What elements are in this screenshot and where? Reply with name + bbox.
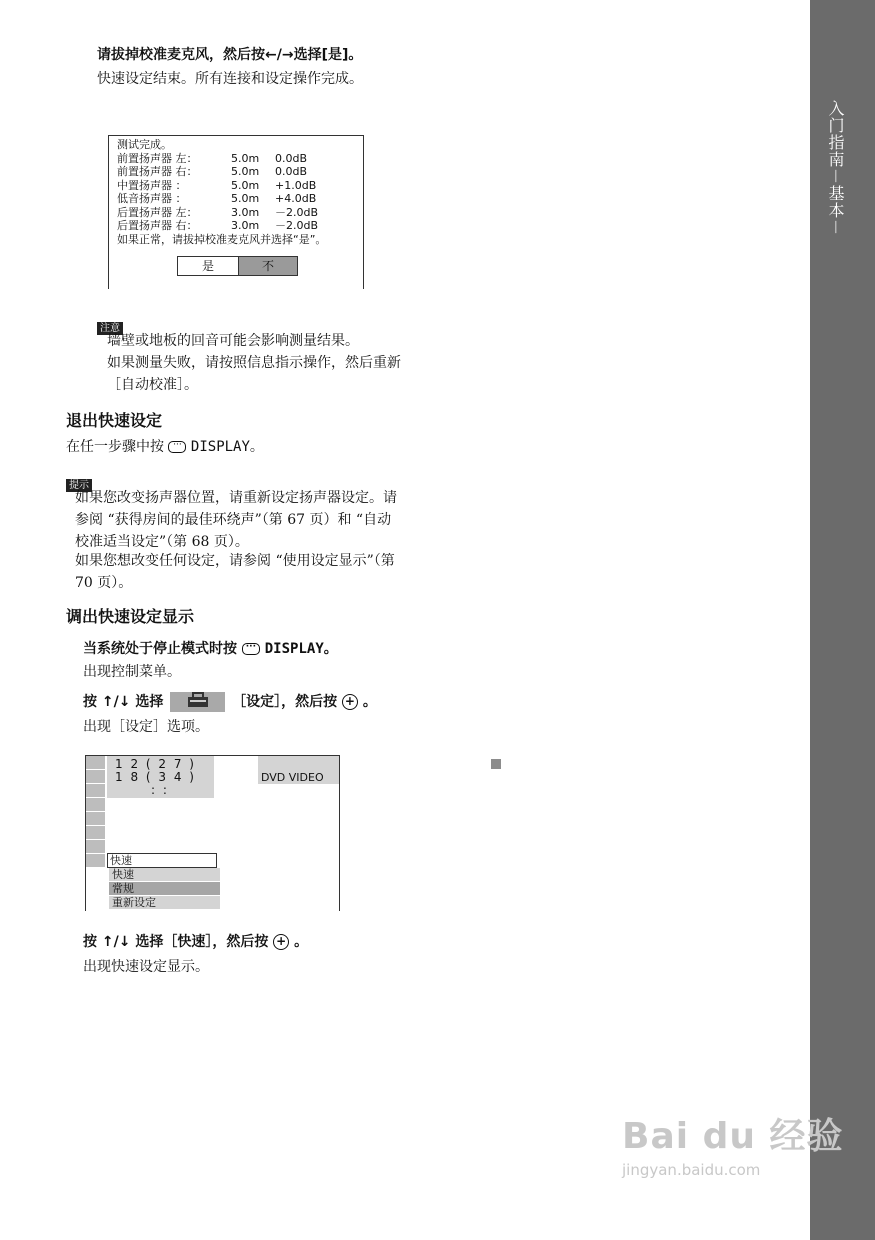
enter-button-icon: + — [273, 934, 289, 950]
recall-step3: 按 ↑/↓ 选择［快速］，然后按 + 。 — [83, 934, 309, 950]
test-complete-screen — [108, 135, 364, 289]
tip-tag: 提示 — [66, 479, 92, 492]
recall-step3-result: 出现快速设定显示。 — [83, 959, 209, 975]
test-row: 后置扬声器 右： 3.0m －2.0dB — [117, 219, 319, 232]
enter-button-icon: + — [342, 694, 358, 710]
menu-tab — [86, 840, 105, 854]
chapter-number: 1 8 ( 3 4 ) — [115, 770, 196, 784]
watermark-url: jingyan.baidu.com — [622, 1161, 761, 1179]
setup-toolbox-icon — [170, 692, 225, 712]
display-button-icon: ··· — [242, 643, 260, 655]
test-row: 前置扬声器 右： 5.0m 0.0dB — [117, 165, 308, 178]
recall-heading: 调出快速设定显示 — [66, 607, 195, 626]
tip-line: 如果您改变扬声器位置，请重新设定扬声器设定。请参阅 “获得房间的最佳环绕声”（第 67 页）和 “自动校准适当设定”（第 68 页）。 — [75, 490, 397, 550]
exit-heading: 退出快速设定 — [66, 411, 163, 430]
test-row: 前置扬声器 左： 5.0m 0.0dB — [117, 151, 308, 165]
baidu-watermark — [622, 1108, 844, 1179]
menu-tab — [86, 826, 105, 840]
recall-step2: 按 ↑/↓ 选择 ［设定］，然后按 + 。 — [83, 694, 377, 710]
test-row: 后置扬声器 左： 3.0m －2.0dB — [117, 205, 319, 219]
disc-info — [107, 756, 214, 798]
setup-selected-value[interactable]: 快速 — [107, 853, 217, 868]
time-display: : : — [151, 783, 169, 797]
yes-button[interactable]: 是 — [177, 256, 239, 276]
menu-tab — [86, 798, 105, 812]
status-square-icon — [491, 759, 501, 769]
note-line: 墙壁或地板的回音可能会影响测量结果。 — [107, 333, 359, 349]
no-button[interactable]: 不 — [238, 256, 298, 276]
tip-line: 如果您想改变任何设定，请参阅 “使用设定显示”（第 70 页）。 — [75, 553, 395, 591]
watermark-brand: Bai du 经验 — [622, 1116, 844, 1157]
chapter-sidebar — [810, 0, 875, 1240]
control-menu-screen — [85, 755, 340, 911]
step-unplug-result: 快速设定结束。所有连接和设定操作完成。 — [97, 71, 363, 87]
recall-step1-result: 出现控制菜单。 — [83, 664, 181, 680]
menu-tab-setup — [86, 854, 105, 868]
menu-tab — [86, 784, 105, 798]
chapter-label: 入门指南－基本－ — [826, 100, 845, 237]
disc-type: DVD VIDEO — [261, 771, 324, 784]
menu-tab — [86, 756, 105, 770]
setup-option-custom[interactable]: 常规 — [109, 882, 220, 895]
test-row: 中置扬声器 ： 5.0m +1.0dB — [117, 178, 317, 192]
note-tag: 注意 — [97, 322, 123, 335]
test-row: 低音扬声器 ： 5.0m +4.0dB — [117, 192, 317, 205]
recall-step2-result: 出现［设定］选项。 — [83, 719, 209, 735]
display-button-icon: ··· — [168, 441, 186, 453]
setup-option-reset[interactable]: 重新设定 — [109, 896, 220, 909]
menu-tab — [86, 770, 105, 784]
setup-option-quick[interactable]: 快速 — [109, 868, 220, 881]
disc-type-panel — [258, 756, 339, 784]
test-prompt: 如果正常，请拔掉校准麦克风并选择“是”。 — [117, 232, 327, 246]
menu-tab — [86, 812, 105, 826]
test-title: 测试完成。 — [117, 138, 172, 151]
exit-text: 在任一步骤中按 ··· DISPLAY。 — [66, 439, 264, 455]
step-unplug-instruction: 请拔掉校准麦克风，然后按←/→选择[是]。 — [97, 47, 363, 63]
note-line: 如果测量失败，请按照信息指示操作，然后重新［自动校准］。 — [107, 355, 401, 393]
title-number: 1 2 ( 2 7 ) — [115, 757, 196, 771]
recall-step1: 当系统处于停止模式时按 ··· DISPLAY。 — [83, 641, 338, 657]
